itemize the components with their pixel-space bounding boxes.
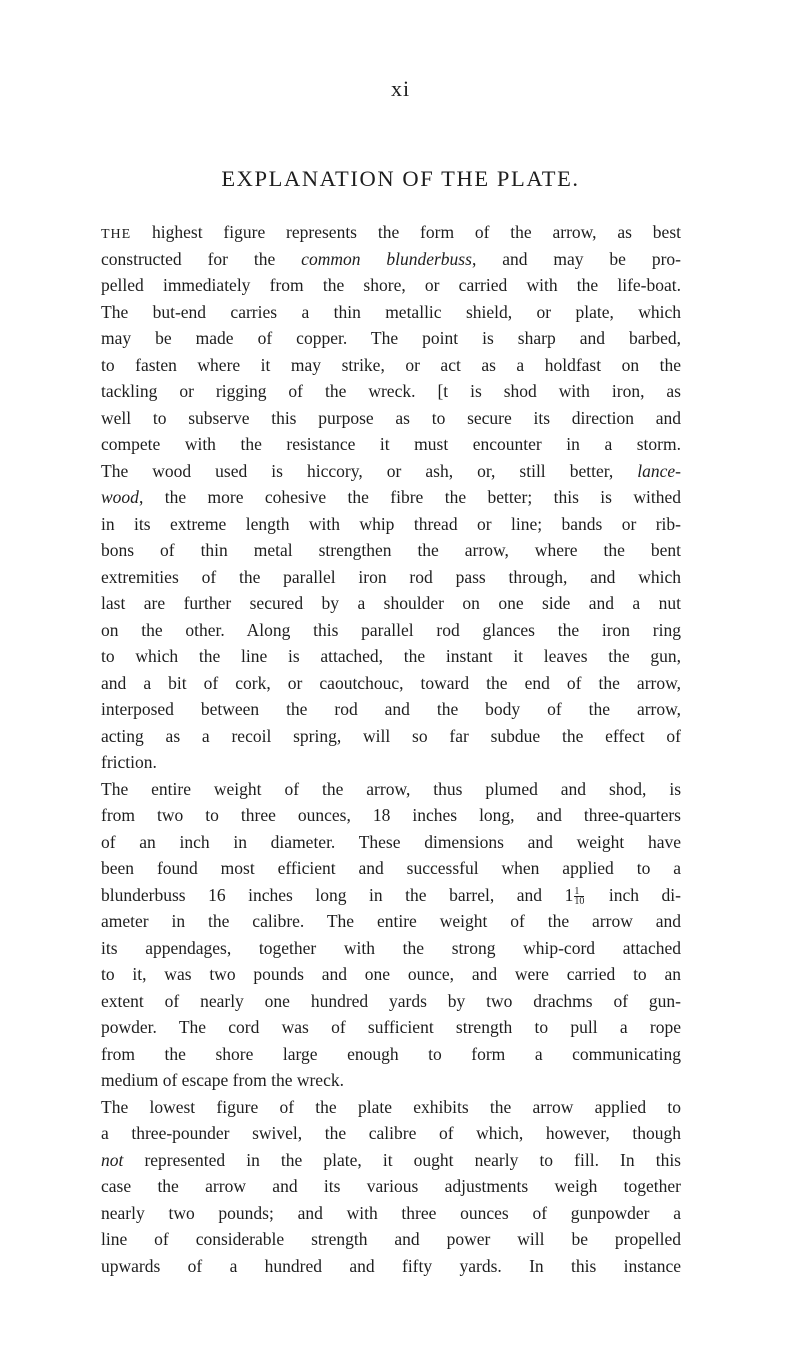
text-line — [101, 696, 681, 723]
text-run: The but-end carries a thin metallic shield, or plate, which — [101, 301, 681, 322]
text-run: been found most efficient and successful when applied to a — [101, 858, 681, 878]
text-line — [101, 855, 681, 882]
text-run: medium of escape from the wreck. — [101, 1070, 344, 1090]
text-run: nearly two pounds; and with three ounces of gunpowder a — [101, 1202, 681, 1223]
text-line — [101, 749, 681, 776]
italic-text: not — [101, 1149, 124, 1170]
text-run: extremities of the parallel iron rod pass through, and which — [101, 566, 681, 587]
text-run: ameter in the calibre. The entire weight of the arrow and — [101, 911, 681, 931]
text-run: line of considerable strength and power will be propelled — [101, 1229, 681, 1249]
page-heading: EXPLANATION OF THE PLATE. — [221, 166, 580, 191]
text-run: constructed for the — [101, 248, 302, 269]
text-line — [101, 908, 681, 935]
text-run: The wood used is hiccory, or ash, or, still better, — [101, 460, 638, 481]
text-line — [101, 670, 681, 697]
text-run: powder. The cord was of sufficient strength to pull a rope — [101, 1017, 681, 1037]
italic-text: wood — [101, 487, 139, 507]
text-run: highest figure represents the form of the arrow, as best — [131, 222, 681, 242]
text-run: its appendages, together with the strong whip-cord attached — [101, 937, 681, 958]
text-line — [101, 219, 681, 246]
text-line — [101, 1120, 681, 1147]
text-run: last are further secured by a shoulder on one side and a nut — [101, 593, 681, 613]
italic-text: common blunderbuss — [301, 248, 472, 269]
text-line — [101, 1147, 681, 1174]
text-line — [101, 776, 681, 803]
text-line — [101, 802, 681, 829]
text-line — [101, 882, 681, 909]
text-run: extent of nearly one hundred yards by two drachms of gun- — [101, 990, 681, 1011]
small-caps-text: THE — [101, 227, 132, 242]
text-run: pelled immediately from the shore, or carried with the life-boat. — [101, 275, 681, 295]
text-run: and a bit of cork, or caoutchouc, toward the end of the arrow, — [101, 672, 681, 693]
text-line — [101, 352, 681, 379]
text-run: represented in the plate, it ought nearly to fill. In this — [123, 1149, 681, 1170]
text-run: of an inch in diameter. These dimensions and weight have — [101, 831, 681, 852]
italic-text: lance- — [637, 460, 681, 481]
text-run: on the other. Along this parallel rod glances the iron ring — [101, 619, 681, 640]
text-run: in its extreme length with whip thread or line; bands or rib- — [101, 513, 681, 534]
text-run: to it, was two pounds and one ounce, and were carried to an — [101, 964, 681, 984]
text-line — [101, 1041, 681, 1068]
text-line — [101, 1253, 681, 1280]
text-line — [101, 829, 681, 856]
page-number: xi — [390, 76, 411, 101]
text-run: acting as a recoil spring, will so far subdue the effect of — [101, 725, 681, 746]
text-run: to which the line is attached, the instant it leaves the gun, — [101, 646, 681, 666]
text-run: well to subserve this purpose as to secure its direction and — [101, 407, 681, 428]
text-line — [101, 1094, 681, 1121]
text-line — [101, 484, 681, 511]
text-line — [101, 1226, 681, 1253]
text-line — [101, 537, 681, 564]
text-run: from two to three ounces, 18 inches long, and three-quarters — [101, 805, 681, 825]
text-run: , and may be pro- — [471, 248, 681, 269]
text-run: , the more cohesive the fibre the better; this is withed — [138, 487, 681, 507]
text-run: a three-pounder swivel, the calibre of which, however, though — [101, 1123, 681, 1143]
text-line — [101, 272, 681, 299]
text-run: The entire weight of the arrow, thus plumed and shod, is — [101, 778, 681, 799]
text-run: The lowest figure of the plate exhibits the arrow applied to — [101, 1096, 681, 1117]
text-run: from the shore large enough to form a communicating — [101, 1043, 681, 1064]
text-run: may be made of copper. The point is sharp and barbed, — [101, 328, 681, 348]
text-line — [101, 299, 681, 326]
text-line — [101, 935, 681, 962]
text-line — [101, 961, 681, 988]
text-line — [101, 431, 681, 458]
text-line — [101, 723, 681, 750]
text-line — [101, 378, 681, 405]
text-run: blunderbuss 16 inches long in the barrel, and 1 — [101, 884, 574, 905]
text-line — [101, 325, 681, 352]
text-run: inch di- — [586, 884, 681, 905]
text-line — [101, 1067, 681, 1094]
text-line — [101, 643, 681, 670]
body-text — [101, 219, 681, 1279]
text-line — [101, 564, 681, 591]
text-run: to fasten where it may strike, or act as a holdfast on the — [101, 354, 681, 375]
text-line — [101, 1014, 681, 1041]
text-line — [101, 511, 681, 538]
text-line — [101, 246, 681, 273]
text-run: friction. — [101, 752, 157, 772]
text-run: bons of thin metal strengthen the arrow, where the bent — [101, 540, 681, 560]
text-line — [101, 988, 681, 1015]
text-run: tackling or rigging of the wreck. [t is shod with iron, as — [101, 381, 681, 401]
text-line — [101, 405, 681, 432]
text-line — [101, 617, 681, 644]
text-run: compete with the resistance it must encounter in a storm. — [101, 434, 681, 454]
text-run: interposed between the rod and the body of the arrow, — [101, 699, 681, 719]
text-line — [101, 458, 681, 485]
text-line — [101, 1173, 681, 1200]
text-line — [101, 1200, 681, 1227]
text-line — [101, 590, 681, 617]
text-run: upwards of a hundred and fifty yards. In this instance — [101, 1255, 681, 1276]
fraction: $\frac{1}{10}$ — [574, 885, 585, 907]
text-run: case the arrow and its various adjustments weigh together — [101, 1176, 681, 1196]
